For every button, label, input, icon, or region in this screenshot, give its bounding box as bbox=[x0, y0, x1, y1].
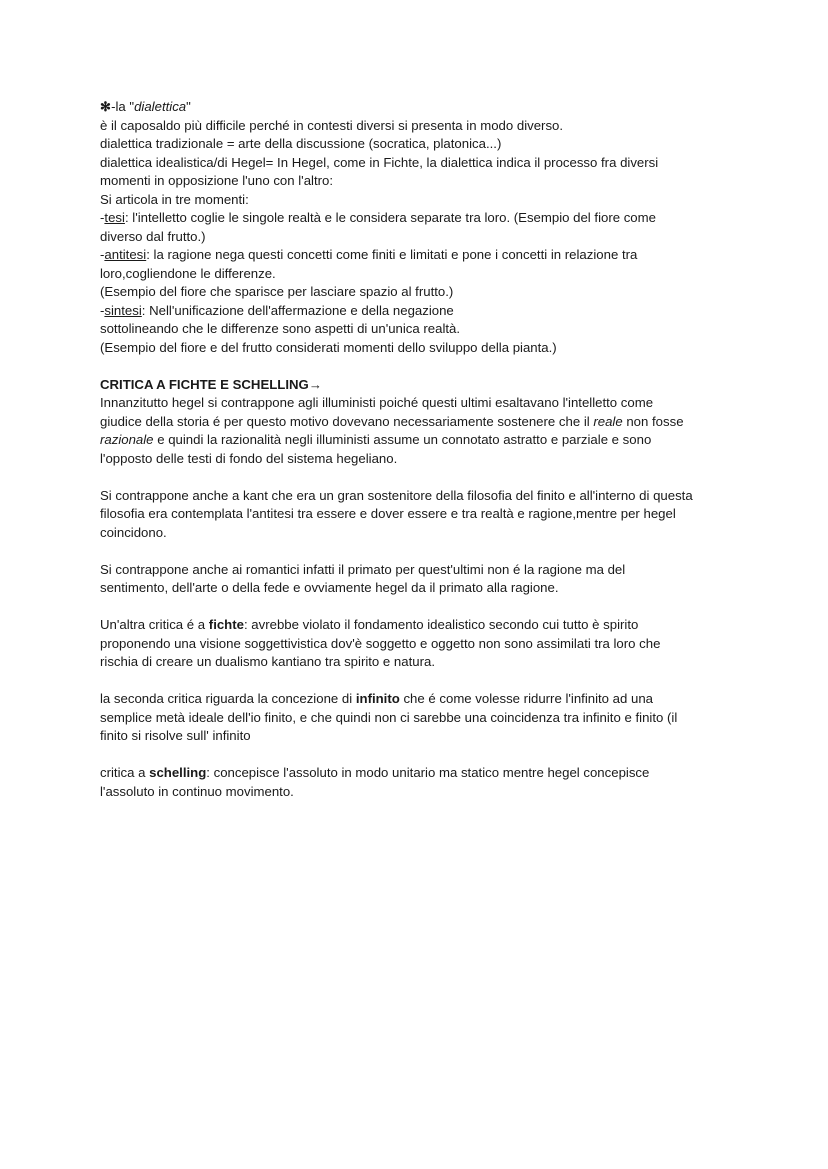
text-line: coincidono. bbox=[100, 524, 167, 540]
text-line: (Esempio del fiore e del frutto considerati momenti dello sviluppo della pianta.) bbox=[100, 339, 557, 355]
term-fichte: fichte bbox=[208, 617, 244, 632]
term-sintesi: sintesi bbox=[104, 302, 142, 318]
text-line: razionale e quindi la razionalità negli illuministi assume un connotato astratto e parziale e sono bbox=[100, 432, 652, 447]
text-line: l'opposto delle testi di fondo del sistema hegeliano. bbox=[100, 450, 398, 466]
text-line: sottolineando che le differenze sono aspetti di un'unica realtà. bbox=[100, 321, 461, 336]
section-heading-critica: CRITICA A FICHTE E SCHELLING→ bbox=[100, 376, 322, 392]
text-line: loro,cogliendone le differenze. bbox=[100, 265, 276, 281]
text-line: critica a schelling: concepisce l'assoluto in modo unitario ma statico mentre hegel concepisce bbox=[100, 765, 650, 780]
term-antitesi: antitesi bbox=[104, 247, 147, 262]
text-line: momenti in opposizione l'uno con l'altro: bbox=[100, 173, 334, 188]
text-line: Innanzitutto hegel si contrappone agli illuministi poiché questi ultimi esaltavano l'intelletto come bbox=[100, 395, 654, 410]
text-line: dialettica tradizionale = arte della discussione (socratica, platonica...) bbox=[100, 136, 502, 151]
term-reale: reale bbox=[593, 413, 623, 429]
term-tesi: tesi bbox=[104, 210, 125, 225]
text-line: dialettica idealistica/di Hegel= In Hegel, come in Fichte, la dialettica indica il processo fra diversi bbox=[100, 154, 659, 170]
text-line: sentimento, dell'arte o della fede e ovviamente hegel da il primato alla ragione. bbox=[100, 580, 559, 595]
text-line: giudice della storia é per questo motivo dovevano necessariamente sostenere che il reale non fosse bbox=[100, 413, 684, 429]
text-line: semplice metà ideale dell'io finito, e che quindi non ci sarebbe una coincidenza tra infinito e finito (il bbox=[100, 709, 678, 725]
text-line: Si contrappone anche a kant che era un gran sostenitore della filosofia del finito e all'interno di questa bbox=[100, 487, 693, 503]
asterisk-icon: ✻ bbox=[100, 99, 112, 114]
text-line: proponendo una visione soggettivistica dov'è soggetto e oggetto non sono assimilati tra loro che bbox=[100, 635, 661, 651]
paragraph-gap bbox=[100, 598, 728, 617]
moment-antitesi: -antitesi: la ragione nega questi concetti come finiti e limitati e pone i concetti in relazione tra bbox=[100, 247, 638, 262]
paragraph-gap bbox=[100, 357, 728, 376]
text-line: è il caposaldo più difficile perché in contesti diversi si presenta in modo diverso. bbox=[100, 117, 564, 133]
paragraph-gap bbox=[100, 746, 728, 765]
text-line: Si contrappone anche ai romantici infatti il primato per quest'ultimi non é la ragione ma del bbox=[100, 561, 626, 577]
text-line: rischia di creare un dualismo kantiano tra spirito e natura. bbox=[100, 654, 435, 669]
paragraph-gap bbox=[100, 468, 728, 487]
moment-sintesi: -sintesi: Nell'unificazione dell'affermazione e della negazione bbox=[100, 302, 454, 318]
text-line: finito si risolve sull' infinito bbox=[100, 728, 251, 743]
paragraph-gap bbox=[100, 542, 728, 561]
text-line: l'assoluto in continuo movimento. bbox=[100, 783, 294, 799]
document-body bbox=[100, 98, 728, 801]
term-razionale: razionale bbox=[100, 432, 154, 447]
text-line: Si articola in tre momenti: bbox=[100, 191, 249, 207]
text-line: la seconda critica riguarda la concezione di infinito che é come volesse ridurre l'infinito ad una bbox=[100, 691, 654, 706]
text-line: diverso dal frutto.) bbox=[100, 228, 206, 244]
text-line: (Esempio del fiore che sparisce per lasciare spazio al frutto.) bbox=[100, 284, 454, 299]
text-line: filosofia era contemplata l'antitesi tra essere e dover essere e tra realtà e ragione,mentre per hegel bbox=[100, 506, 676, 521]
text-line: Un'altra critica é a fichte: avrebbe violato il fondamento idealistico secondo cui tutto è spirito bbox=[100, 617, 639, 632]
title-term: dialettica bbox=[134, 99, 187, 114]
term-schelling: schelling bbox=[149, 765, 207, 780]
paragraph-gap bbox=[100, 672, 728, 691]
moment-tesi: -tesi: l'intelletto coglie le singole realtà e le considera separate tra loro. (Esempio del fiore come bbox=[100, 210, 656, 225]
section-title-dialettica: ✻-la "dialettica" bbox=[100, 99, 191, 114]
term-infinito: infinito bbox=[355, 691, 400, 706]
